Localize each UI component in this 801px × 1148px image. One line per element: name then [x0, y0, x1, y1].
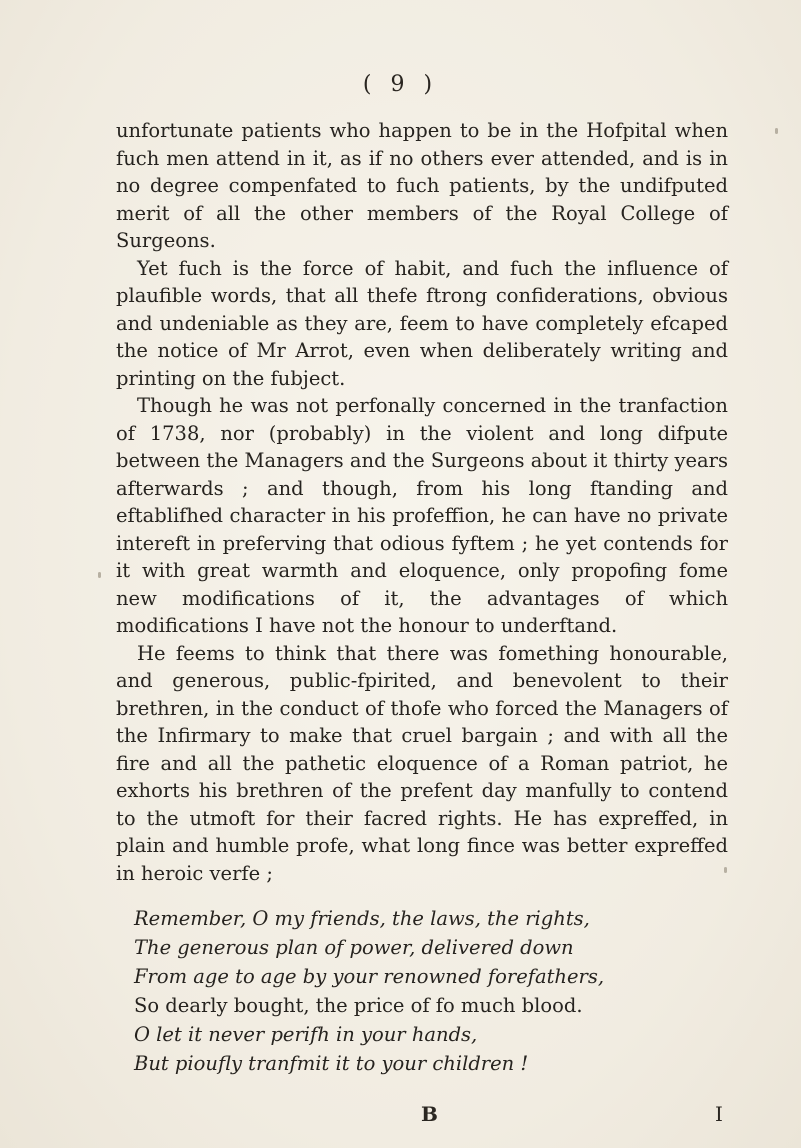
paragraph-4: He feems to think that there was fomething honourable, and generous, public-fpirited, and benevolent to their brethren, in the conduct of thofe who forced the Managers of the Infirmary to make that cruel bargain ; and with all the fire and all the pathetic eloquence of a Roman patriot, he exhorts his brethren of the prefent day manfully to contend to the utmoft for their facred rights. He has expreffed, in plain and humble profe, what long fince was better expreffed in heroic verfe ; [116, 641, 728, 885]
paper-speck [98, 572, 101, 578]
body-text [116, 117, 728, 887]
paragraph-2: Yet fuch is the force of habit, and fuch the influence of plaufible words, that all thefe ftrong confiderations, obvious and undeniable as they are, feem to have completely efcaped the notice of Mr Arrot, even when deliberately writing and printing on the fubject. [116, 256, 728, 390]
verse-line-2: The generous plan of power, delivered down [134, 936, 574, 959]
page-number: ( 9 ) [362, 72, 439, 97]
verse-quotation [134, 904, 734, 1078]
verse-line-1: Remember, O my friends, the laws, the rights, [134, 907, 590, 930]
verse-line-4: So dearly bought, the price of fo much blood. [134, 994, 583, 1017]
verse-line-3: From age to age by your renowned forefathers, [134, 965, 605, 988]
verse-line-6: But pioufly tranfmit it to your children ! [134, 1052, 529, 1075]
paper-speck [775, 128, 778, 134]
catch-word: I [715, 1102, 723, 1126]
verse-line-5: O let it never perifh in your hands, [134, 1023, 478, 1046]
paper-speck [724, 867, 727, 873]
paragraph-1: unfortunate patients who happen to be in the Hofpital when fuch men attend in it, as if no others ever attended, and is in no degree compenfated to fuch patients, by the undifputed merit of all the other members of the Royal College of Surgeons. [116, 119, 728, 252]
signature-mark: B [421, 1102, 438, 1126]
paragraph-3: Though he was not perfonally concerned in the tranfaction of 1738, nor (probably) in the violent and long difpute between the Managers and the Surgeons about it thirty years afterwards ; and though, from his long ftanding and eftablifhed character in his profeffion, he can have no private intereft in preferving that odious fyftem ; he yet contends for it with great warmth and eloquence, only propofing fome new modifications of it, the advantages of which modifications I have not the honour to underftand. [116, 394, 728, 637]
